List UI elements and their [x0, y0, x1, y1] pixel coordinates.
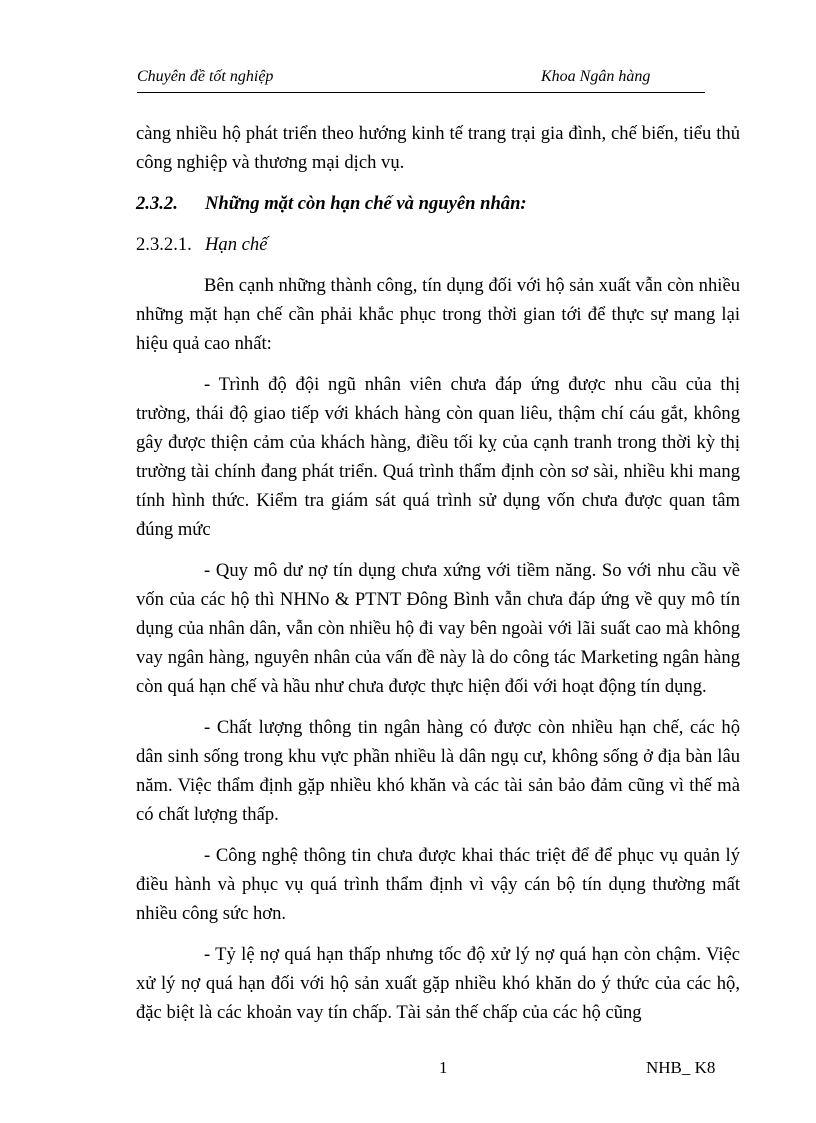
header-divider [137, 92, 705, 93]
footer-code: NHB_ K8 [646, 1058, 716, 1077]
section-number: 2.3.2. [136, 193, 178, 214]
header-document-type: Chuyên đề tốt nghiệp [137, 68, 274, 85]
body-paragraph: - Quy mô dư nợ tín dụng chưa xứng với tiềm năng. So với nhu cầu về vốn của các hộ thì NHNo & PTNT Đông Bình vẫn chưa đáp ứng về quy mô tín dụng của nhân dân, vẫn còn nhiều hộ đi vay bên ngoài với lãi suất cao mà không vay ngân hàng, nguyên nhân của vấn đề này là do công tác Marketing ngân hàng còn quá hạn chế và hầu như chưa được thực hiện đối với hoạt động tín dụng. [136, 560, 740, 697]
body-paragraph: - Tỷ lệ nợ quá hạn thấp nhưng tốc độ xử lý nợ quá hạn còn chậm. Việc xử lý nợ quá hạn đối với hộ sản xuất gặp nhiều khó khăn do ý thức của các hộ, đặc biệt là các khoản vay tín chấp. Tài sản thế chấp của các hộ cũng [136, 944, 740, 1023]
subsection-number: 2.3.2.1. [136, 234, 192, 255]
page-number: 1 [439, 1058, 448, 1077]
section-heading [136, 189, 740, 218]
section-title: Những mặt còn hạn chế và nguyên nhân: [205, 193, 527, 214]
page-header [137, 68, 705, 90]
page-footer [137, 1058, 717, 1082]
intro-paragraph: càng nhiều hộ phát triển theo hướng kinh tế trang trại gia đình, chế biến, tiểu thủ công nghiệp và thương mại dịch vụ. [136, 123, 740, 173]
body-paragraph: - Chất lượng thông tin ngân hàng có được còn nhiều hạn chế, các hộ dân sinh sống trong khu vực phần nhiều là dân ngụ cư, không sống ở địa bàn lâu năm. Việc thẩm định gặp nhiều khó khăn và các tài sản bảo đảm cũng vì thế mà có chất lượng thấp. [136, 717, 740, 825]
body-paragraph: - Công nghệ thông tin chưa được khai thác triệt để để phục vụ quản lý điều hành và phục vụ quá trình thẩm định vì vậy cán bộ tín dụng thường mất nhiều công sức hơn. [136, 845, 740, 924]
body-paragraph: Bên cạnh những thành công, tín dụng đối với hộ sản xuất vẫn còn nhiều những mặt hạn chế cần phải khắc phục trong thời gian tới để thực sự mang lại hiệu quả cao nhất: [136, 275, 740, 354]
page-body [136, 119, 740, 1037]
body-paragraph: - Trình độ đội ngũ nhân viên chưa đáp ứng được nhu cầu của thị trường, thái độ giao tiếp với khách hàng còn quan liêu, thậm chí cáu gắt, không gây được thiện cảm của khách hàng, điều tối kỵ của cạnh tranh trong thời kỳ thị trường tài chính đang phát triển. Quá trình thẩm định còn sơ sài, nhiều khi mang tính hình thức. Kiểm tra giám sát quá trình sử dụng vốn chưa được quan tâm đúng mức [136, 374, 740, 540]
subsection-title: Hạn chế [205, 234, 268, 255]
subsection-heading [136, 230, 740, 259]
header-department: Khoa Ngân hàng [541, 68, 651, 85]
